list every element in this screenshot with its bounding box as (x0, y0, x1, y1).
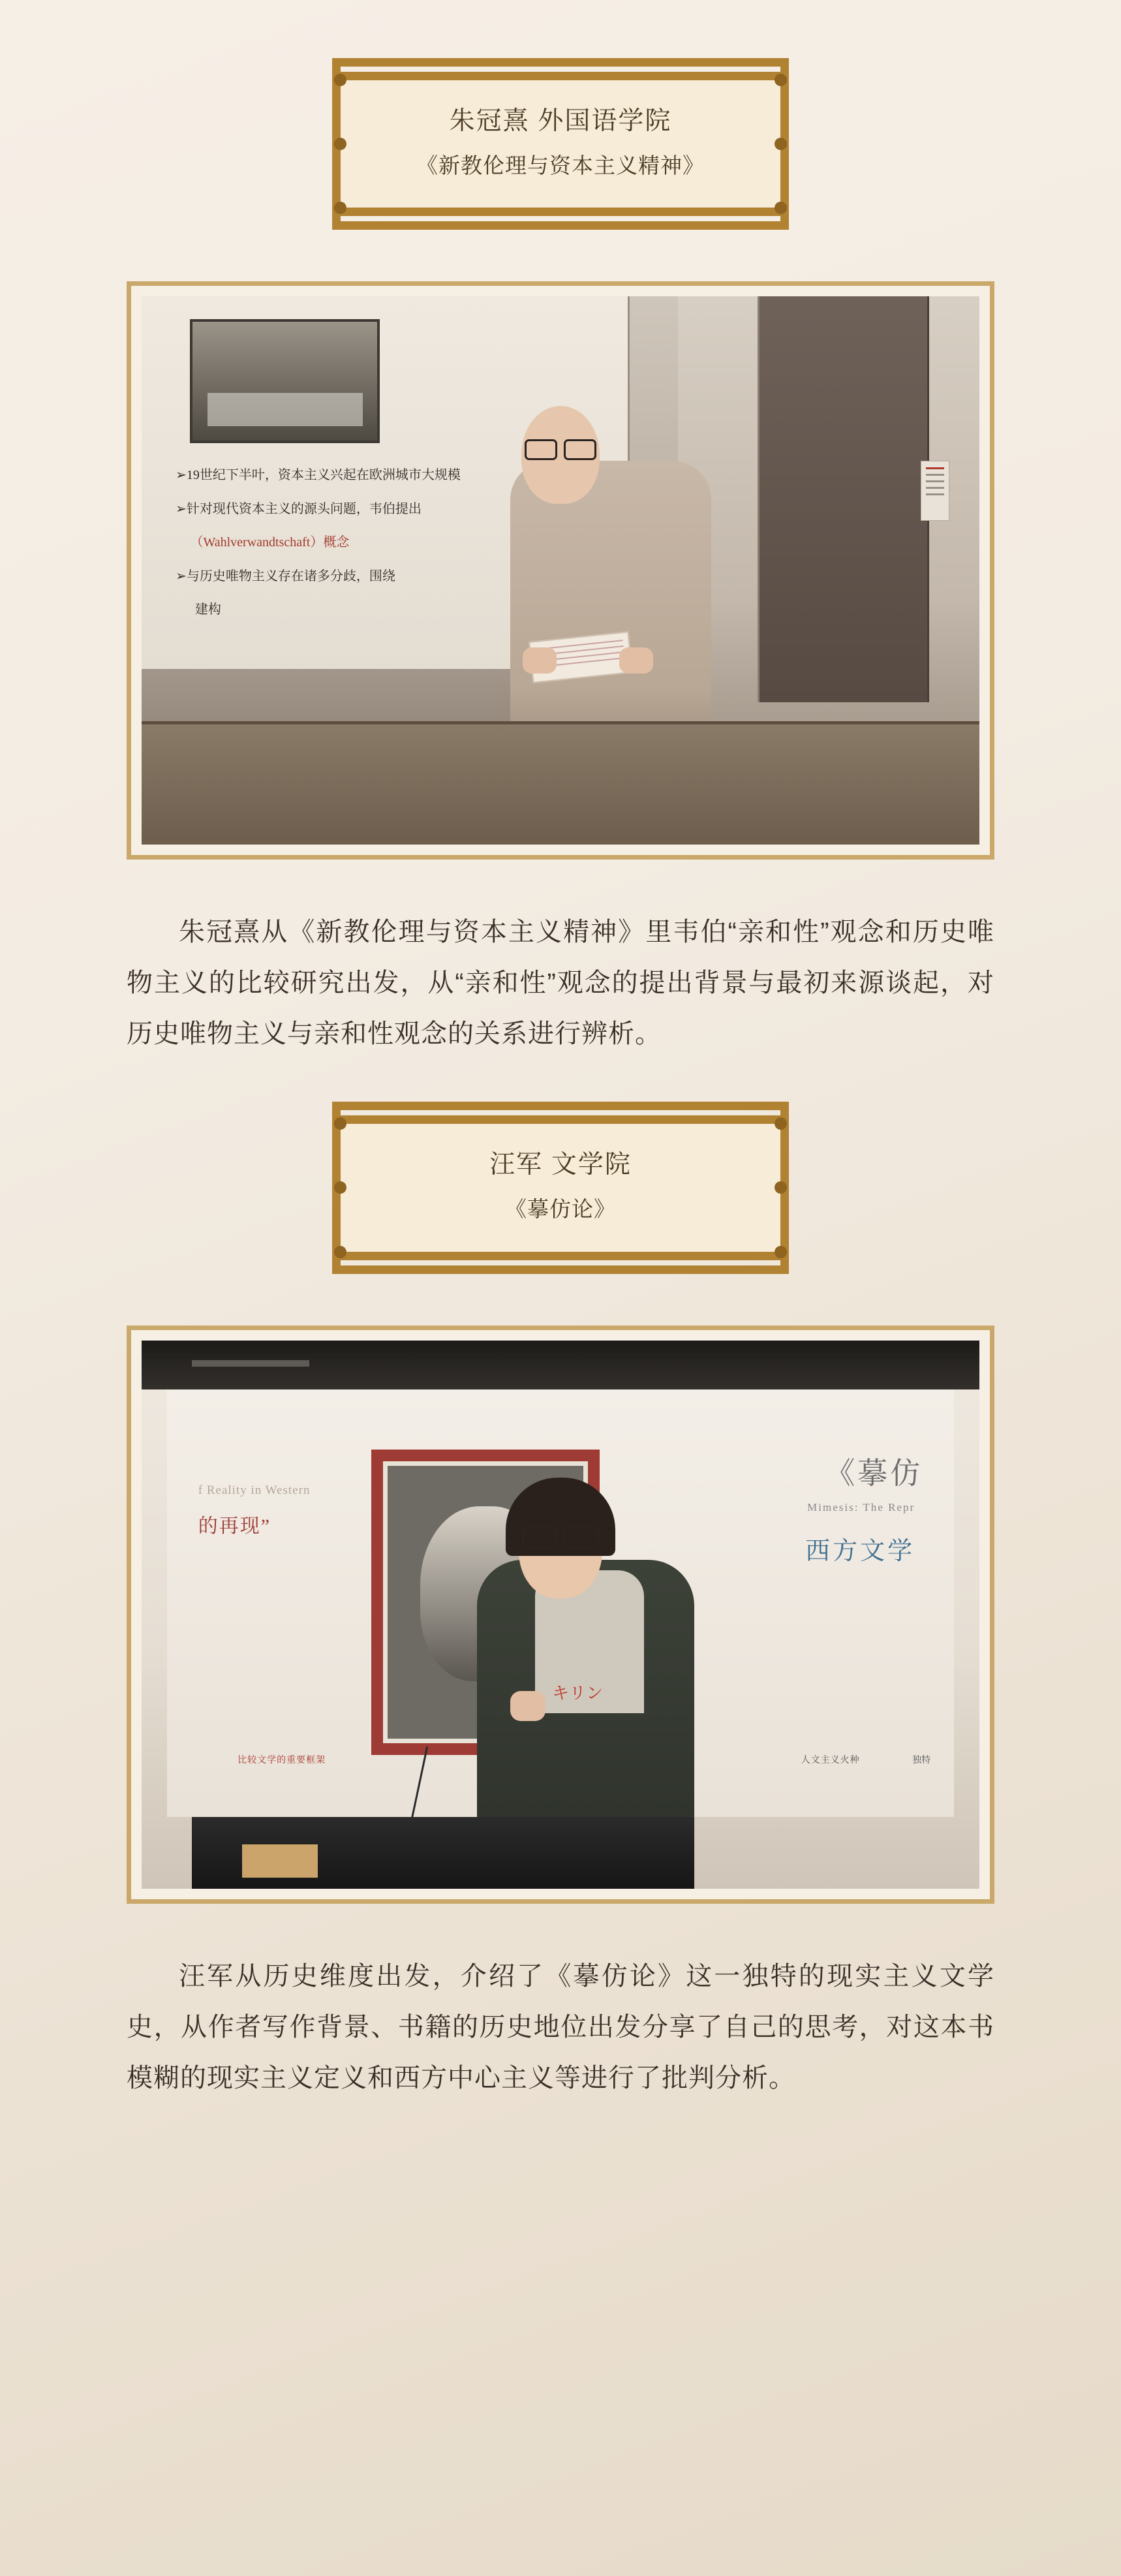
section-1-photo (142, 296, 979, 845)
book-title: 《摹仿论》 (505, 1196, 616, 1221)
slide-photo (190, 319, 380, 444)
photo-ceiling (142, 1341, 979, 1390)
slide-bullet-4: ➢与历史唯物主义存在诸多分歧，围绕 (176, 568, 395, 583)
section-2-photo-frame (127, 1326, 994, 1904)
section-2-plaque-wrap (0, 1115, 1121, 1260)
slide-bullet-1: ➢19世纪下半叶，资本主义兴起在欧洲城市大规模 (176, 468, 461, 483)
speaker-right-hand (619, 647, 653, 674)
hoodie-logo: キリン (552, 1684, 604, 1703)
plaque-knob-top-right (775, 74, 787, 86)
photo-door (758, 296, 929, 702)
plaque-knob-bottom-right (775, 1246, 787, 1258)
slide-title: 《摹仿 (825, 1456, 923, 1490)
section-2-title-plaque (332, 1115, 789, 1260)
podium-plate (242, 1844, 318, 1877)
photo-desk (142, 721, 979, 845)
section-1-photo-wrap (0, 281, 1121, 860)
glasses-icon (525, 439, 596, 456)
plaque-knob-top-left (334, 74, 346, 86)
section-1-plaque-wrap (0, 72, 1121, 216)
plaque-knob-middle-left (334, 1181, 346, 1194)
plaque-knob-top-left (334, 1117, 346, 1130)
speaker-name-and-department: 汪军 文学院 (489, 1151, 632, 1179)
plaque-knob-middle-right (775, 138, 787, 150)
slide-caption-left: 比较文学的重要框架 (238, 1754, 326, 1765)
speaker-left-hand (523, 647, 557, 674)
section-1-paragraph: 朱冠熹从《新教伦理与资本主义精神》里韦伯“亲和性”观念和历史唯物主义的比较研究出发，从“亲和性”观念的提出背景与最初来源谈起，对历史唯物主义与亲和性观念的关系进行辨析。 (127, 918, 994, 1049)
slide-caption-right: 人文主义火种 (801, 1754, 860, 1765)
plaque-knob-middle-right (775, 1181, 787, 1194)
speaker-hand (510, 1691, 545, 1721)
glasses-icon (522, 1527, 599, 1545)
plaque-knob-bottom-left (334, 202, 346, 214)
slide-caption-right-2: 独特 (912, 1754, 931, 1765)
plaque-knob-middle-left (334, 138, 346, 150)
section-2-photo-wrap (0, 1326, 1121, 1904)
slide-bullet-2: ➢针对现代资本主义的源头问题，韦伯提出 (176, 501, 422, 516)
slide-bullet-3: （Wahlverwandtschaft）概念 (190, 535, 350, 550)
slide-left-subtitle: f Reality in Western (198, 1483, 311, 1498)
section-1-photo-frame (127, 281, 994, 860)
plaque-knob-bottom-left (334, 1246, 346, 1258)
slide-subtitle: Mimesis: The Repr (807, 1500, 915, 1513)
section-2-photo (142, 1341, 979, 1889)
slide-title-secondary: 西方文学 (805, 1538, 915, 1566)
slide-bullet-5: 建构 (194, 602, 221, 617)
slide-left-word: 的再现” (198, 1515, 271, 1537)
photo-notice-board (921, 461, 949, 521)
speaker-name-and-department: 朱冠熹 外国语学院 (449, 107, 672, 135)
section-2-paragraph: 汪军从历史维度出发，介绍了《摹仿论》这一独特的现实主义文学史，从作者写作背景、书籍的历史地位出发分享了自己的思考，对这本书模糊的现实主义定义和西方中心主义等进行了批判分析。 (127, 1961, 994, 2092)
section-1-title-plaque (332, 72, 789, 216)
book-title: 《新教伦理与资本主义精神》 (416, 153, 705, 178)
